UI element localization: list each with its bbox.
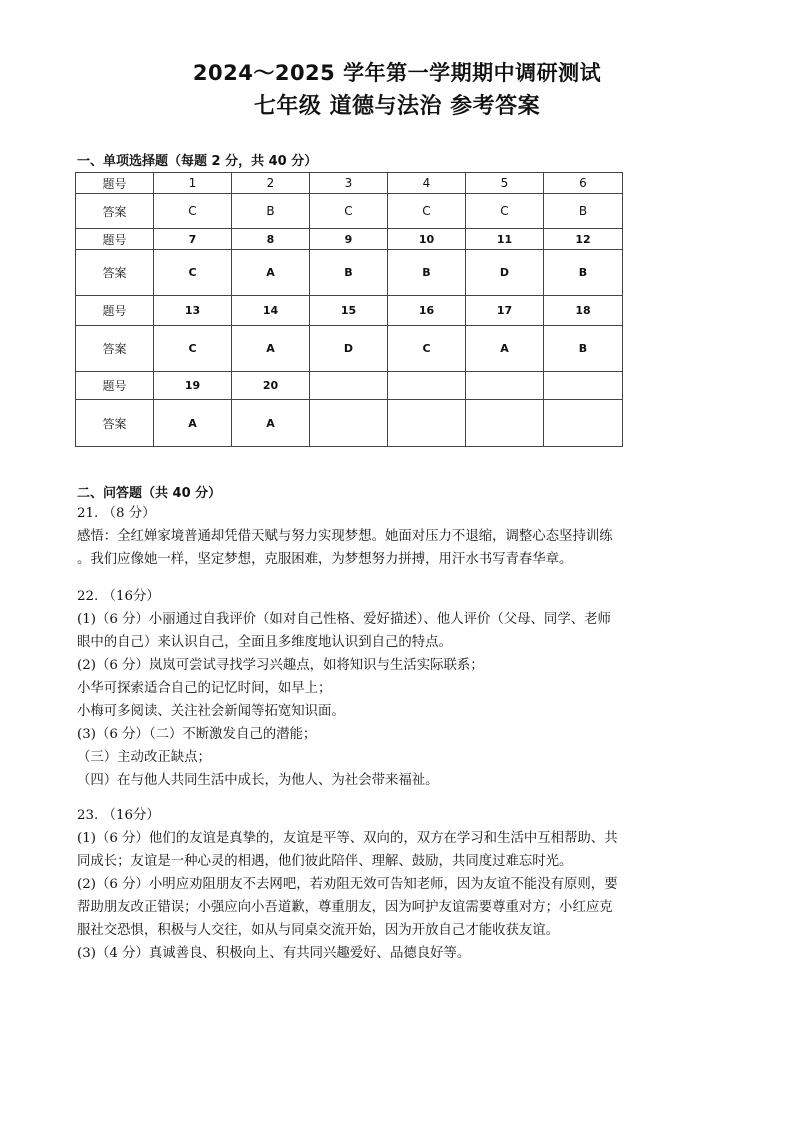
question-label-cell: 题号 xyxy=(76,173,154,194)
empty-cell xyxy=(310,372,388,400)
question-number-cell: 2 xyxy=(232,173,310,194)
table-row xyxy=(76,229,623,250)
table-row xyxy=(76,250,623,296)
table-row xyxy=(76,296,623,326)
answer-line: (3)（4 分）真诚善良、积极向上、有共同兴趣爱好、品德良好等。 xyxy=(77,946,471,961)
answer-line: 眼中的自己）来认识自己，全面且多维度地认识到自己的特点。 xyxy=(77,635,452,650)
answer-cell: C xyxy=(310,194,388,229)
question-label: 22. （16分） xyxy=(77,589,160,604)
answer-cell: C xyxy=(388,326,466,372)
answer-cell: B xyxy=(310,250,388,296)
answer-line: 。我们应像她一样，坚定梦想，克服困难，为梦想努力拼搏，用汗水书写青春华章。 xyxy=(77,552,573,567)
section2-heading: 二、问答题（共 40 分） xyxy=(77,486,222,501)
answer-label-cell: 答案 xyxy=(76,194,154,229)
question-number-cell: 7 xyxy=(154,229,232,250)
question-number-cell: 3 xyxy=(310,173,388,194)
question-label-cell: 题号 xyxy=(76,229,154,250)
answer-cell: B xyxy=(544,250,623,296)
answer-label-cell: 答案 xyxy=(76,250,154,296)
question-label: 21. （8 分） xyxy=(77,506,156,521)
empty-cell xyxy=(388,400,466,447)
empty-cell xyxy=(466,372,544,400)
answer-line: 服社交恐惧，积极与人交往，如从与同桌交流开始，因为开放自己才能收获友谊。 xyxy=(77,923,560,938)
answer-cell: C xyxy=(154,250,232,296)
question-number-cell: 17 xyxy=(466,296,544,326)
question-number-cell: 14 xyxy=(232,296,310,326)
answer-cell: D xyxy=(466,250,544,296)
answer-line: 帮助朋友改正错误；小强应向小吾道歉，尊重朋友，因为呵护友谊需要尊重对方；小红应克 xyxy=(77,900,613,915)
empty-cell xyxy=(388,372,466,400)
question-number-cell: 20 xyxy=(232,372,310,400)
answer-line: (1)（6 分）他们的友谊是真挚的，友谊是平等、双向的，双方在学习和生活中互相帮助、共 xyxy=(77,831,618,846)
answer-cell: A xyxy=(232,250,310,296)
question-label-cell: 题号 xyxy=(76,372,154,400)
section1-heading: 一、单项选择题（每题 2 分，共 40 分） xyxy=(77,154,318,169)
question-label: 23. （16分） xyxy=(77,808,160,823)
table-row xyxy=(76,194,623,229)
answer-table xyxy=(75,172,623,447)
answer-cell: C xyxy=(154,194,232,229)
answer-cell: C xyxy=(466,194,544,229)
question-number-cell: 10 xyxy=(388,229,466,250)
answer-cell: A xyxy=(466,326,544,372)
answer-cell: A xyxy=(232,400,310,447)
answer-line: 同成长；友谊是一种心灵的相遇，他们彼此陪伴、理解、鼓励，共同度过难忘时光。 xyxy=(77,854,573,869)
question-number-cell: 9 xyxy=(310,229,388,250)
table-row xyxy=(76,372,623,400)
question-21 xyxy=(77,502,717,571)
exam-title: 2024～2025 学年第一学期期中调研测试 xyxy=(192,61,602,85)
question-number-cell: 1 xyxy=(154,173,232,194)
answer-cell: C xyxy=(388,194,466,229)
question-number-cell: 6 xyxy=(544,173,623,194)
answer-line: （三）主动改正缺点； xyxy=(77,750,211,765)
question-label-cell: 题号 xyxy=(76,296,154,326)
question-number-cell: 5 xyxy=(466,173,544,194)
answer-cell: D xyxy=(310,326,388,372)
answer-line: (1)（6 分）小丽通过自我评价（如对自己性格、爱好描述）、他人评价（父母、同学、老师 xyxy=(77,612,611,627)
answer-line: (2)（6 分）小明应劝阻朋友不去网吧，若劝阻无效可告知老师，因为友谊不能没有原则，要 xyxy=(77,877,618,892)
table-row xyxy=(76,400,623,447)
answer-label-cell: 答案 xyxy=(76,400,154,447)
answer-cell: A xyxy=(232,326,310,372)
empty-cell xyxy=(466,400,544,447)
answer-cell: B xyxy=(232,194,310,229)
answer-line: 小华可探索适合自己的记忆时间，如早上； xyxy=(77,681,332,696)
question-number-cell: 15 xyxy=(310,296,388,326)
question-number-cell: 19 xyxy=(154,372,232,400)
answer-cell: B xyxy=(544,194,623,229)
answer-key-subtitle: 七年级 道德与法治 参考答案 xyxy=(253,94,541,119)
question-23 xyxy=(77,804,717,965)
empty-cell xyxy=(544,400,623,447)
answer-line: (3)（6 分）（二）不断激发自己的潜能； xyxy=(77,727,317,742)
question-number-cell: 12 xyxy=(544,229,623,250)
question-number-cell: 8 xyxy=(232,229,310,250)
empty-cell xyxy=(544,372,623,400)
question-number-cell: 4 xyxy=(388,173,466,194)
answer-cell: B xyxy=(544,326,623,372)
answer-cell: B xyxy=(388,250,466,296)
question-22 xyxy=(77,585,717,792)
answer-line: （四）在与他人共同生活中成长，为他人、为社会带来福祉。 xyxy=(77,773,439,788)
question-number-cell: 16 xyxy=(388,296,466,326)
table-row xyxy=(76,326,623,372)
question-number-cell: 11 xyxy=(466,229,544,250)
answer-label-cell: 答案 xyxy=(76,326,154,372)
answer-cell: C xyxy=(154,326,232,372)
answer-cell: A xyxy=(154,400,232,447)
question-number-cell: 18 xyxy=(544,296,623,326)
answer-line: 小梅可多阅读、关注社会新闻等拓宽知识面。 xyxy=(77,704,345,719)
answer-line: (2)（6 分）岚岚可尝试寻找学习兴趣点，如将知识与生活实际联系； xyxy=(77,658,484,673)
table-row xyxy=(76,173,623,194)
answer-line: 感悟：全红婵家境普通却凭借天赋与努力实现梦想。她面对压力不退缩，调整心态坚持训练 xyxy=(77,529,613,544)
question-number-cell: 13 xyxy=(154,296,232,326)
empty-cell xyxy=(310,400,388,447)
